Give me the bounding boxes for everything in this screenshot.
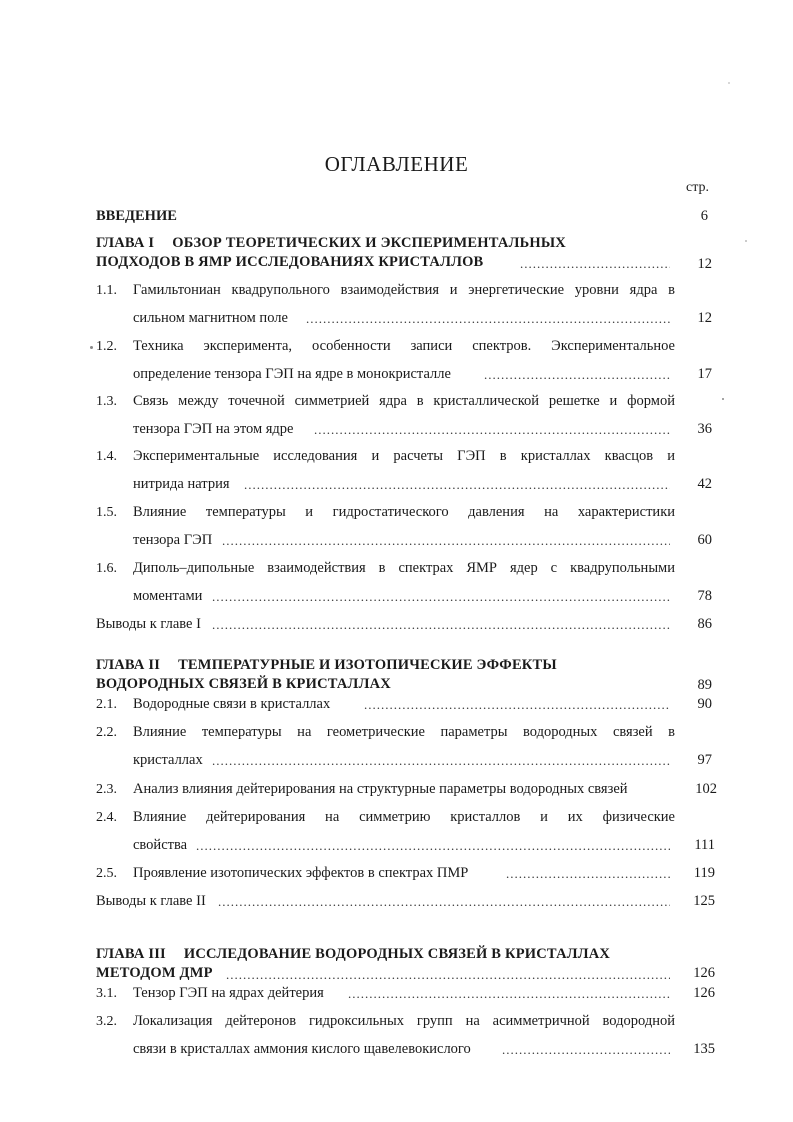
- section-title-line1: Водородные связи в кристаллах: [133, 696, 331, 712]
- dot-leader: [502, 1042, 670, 1058]
- section-title-line1: Анализ влияния дейтерирования на структурные параметры водородных связей: [133, 781, 628, 797]
- section-title-line2: тензора ГЭП на этом ядре: [133, 421, 294, 437]
- section-number: 1.1.: [96, 283, 117, 298]
- dot-leader: [484, 367, 670, 383]
- section-number: 3.2.: [96, 1014, 117, 1029]
- ch3-label: ГЛАВА III: [96, 946, 166, 962]
- ch3-title-line2: МЕТОДОМ ДМР: [96, 965, 213, 981]
- section-number: 2.2.: [96, 725, 117, 740]
- dot-leader: [364, 697, 670, 713]
- section-number: 3.1.: [96, 986, 117, 1001]
- section-number: 2.1.: [96, 697, 117, 712]
- section-title-line1: Влияние температуры и гидростатического давления на характеристики: [133, 504, 675, 520]
- section-title-line2: сильном магнитном поле: [133, 310, 288, 326]
- section-title-line1: Проявление изотопических эффектов в спектрах ПМР: [133, 865, 469, 881]
- section-number: 1.3.: [96, 394, 117, 409]
- dot-leader: [212, 617, 670, 633]
- ch1-title-line2: ПОДХОДОВ В ЯМР ИССЛЕДОВАНИЯХ КРИСТАЛЛОВ: [96, 254, 484, 270]
- section-title-line1: Влияние температуры на геометрические параметры водородных связей в: [133, 724, 675, 740]
- dot-leader: [212, 753, 670, 769]
- dot-leader: [314, 422, 670, 438]
- ch1-page: 12: [697, 256, 712, 272]
- dot-leader: [196, 838, 670, 854]
- section-page: 36: [697, 421, 712, 437]
- dot-leader: [226, 967, 670, 983]
- section-number: 1.4.: [96, 449, 117, 464]
- section-page: 42: [697, 476, 712, 492]
- dot-leader: [348, 986, 670, 1002]
- ch2-title-line2: ВОДОРОДНЫХ СВЯЗЕЙ В КРИСТАЛЛАХ: [96, 676, 391, 692]
- ch3-title-line1: ИССЛЕДОВАНИЕ ВОДОРОДНЫХ СВЯЗЕЙ В КРИСТАЛЛАХ: [183, 946, 611, 962]
- ch1-title-line1: ОБЗОР ТЕОРЕТИЧЕСКИХ И ЭКСПЕРИМЕНТАЛЬНЫХ: [172, 235, 566, 251]
- section-title-line1: Техника эксперимента, особенности записи спектров. Экспериментальное: [133, 338, 675, 354]
- ch2-label: ГЛАВА II: [96, 657, 161, 673]
- ch2-heading-line1: [96, 657, 557, 674]
- section-title-line2: кристаллах: [133, 752, 203, 768]
- section-title-line1: Влияние дейтерирования на симметрию кристаллов и их физические: [133, 809, 675, 825]
- scan-speck: [90, 346, 93, 349]
- ch1-conclusions-page: 86: [697, 616, 712, 632]
- section-number: 1.2.: [96, 339, 117, 354]
- section-title-line1: Экспериментальные исследования и расчеты ГЭП в кристаллах квасцов и: [133, 448, 675, 464]
- section-page: 12: [697, 310, 712, 326]
- dot-leader: [306, 311, 670, 327]
- scan-speck: [745, 240, 747, 242]
- section-title-line2: тензора ГЭП: [133, 532, 213, 548]
- section-title-line2: связи в кристаллах аммония кислого щавелевокислого: [133, 1041, 471, 1057]
- dot-leader: [244, 477, 670, 493]
- page-title: ОГЛАВЛЕНИЕ: [324, 152, 469, 176]
- section-number: 2.3.: [96, 782, 117, 797]
- section-page: 126: [693, 985, 715, 1001]
- ch3-page: 126: [693, 965, 715, 981]
- section-title-line1: Гамильтониан квадрупольного взаимодействия и энергетические уровни ядра в: [133, 282, 675, 298]
- ch2-page: 89: [697, 677, 712, 693]
- section-title-line1: Связь между точечной симметрией ядра в кристаллической решетке и формой: [133, 393, 675, 409]
- page-column-label: стр.: [686, 180, 710, 195]
- section-number: 2.5.: [96, 866, 117, 881]
- section-number: 1.5.: [96, 505, 117, 520]
- section-title-line2: определение тензора ГЭП на ядре в монокристалле: [133, 366, 451, 382]
- section-page: 119: [693, 865, 715, 881]
- dot-leader: [212, 589, 670, 605]
- section-page: 135: [693, 1041, 715, 1057]
- section-title-line1: Локализация дейтеронов гидроксильных групп на асимметричной водородной: [133, 1013, 675, 1029]
- section-page: 111: [694, 837, 715, 853]
- intro-label: ВВЕДЕНИЕ: [96, 208, 177, 224]
- section-title-line2: нитрида натрия: [133, 476, 230, 492]
- dot-leader: [218, 894, 670, 910]
- scan-speck: [728, 82, 730, 84]
- ch3-heading-line1: [96, 946, 610, 963]
- section-title-line2: свойства: [133, 837, 188, 853]
- section-page: 60: [697, 532, 712, 548]
- section-number: 1.6.: [96, 561, 117, 576]
- section-title-line1: Тензор ГЭП на ядрах дейтерия: [133, 985, 324, 1001]
- section-title-line2: моментами: [133, 588, 203, 604]
- dot-leader: [506, 866, 670, 882]
- intro-page: 6: [700, 208, 708, 224]
- section-number: 2.4.: [96, 810, 117, 825]
- ch2-conclusions-label: Выводы к главе II: [96, 893, 206, 909]
- ch1-conclusions-label: Выводы к главе I: [96, 616, 201, 632]
- scan-speck: [722, 398, 724, 400]
- section-title-line1: Диполь–дипольные взаимодействия в спектрах ЯМР ядер с квадрупольными: [133, 560, 675, 576]
- section-page: 90: [697, 696, 712, 712]
- ch1-heading-line1: [96, 235, 566, 252]
- section-page: 17: [697, 366, 712, 382]
- dot-leader: [222, 533, 670, 549]
- ch2-conclusions-page: 125: [693, 893, 715, 909]
- dot-leader: [520, 256, 670, 272]
- ch1-label: ГЛАВА I: [96, 235, 155, 251]
- ch2-title-line1: ТЕМПЕРАТУРНЫЕ И ИЗОТОПИЧЕСКИЕ ЭФФЕКТЫ: [178, 657, 557, 673]
- section-page: 102: [695, 781, 717, 797]
- section-page: 78: [697, 588, 712, 604]
- section-page: 97: [697, 752, 712, 768]
